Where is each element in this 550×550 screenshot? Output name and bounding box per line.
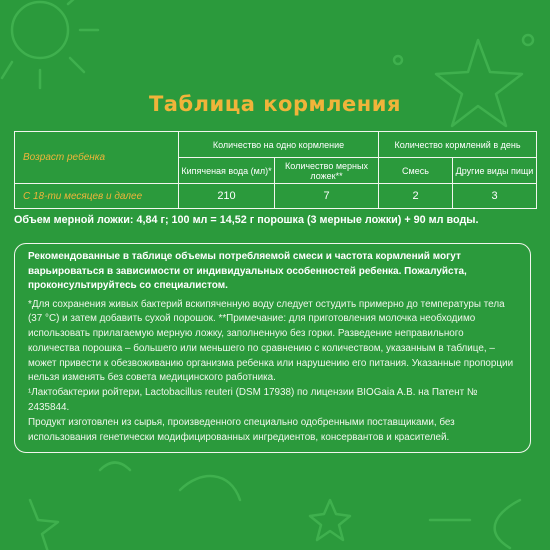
age-header: Возраст ребенка	[15, 132, 179, 184]
age-cell: С 18-ти месяцев и далее	[15, 184, 179, 209]
feeding-table	[14, 131, 537, 209]
measure-spoon-info: Объем мерной ложки: 4,84 г; 100 мл = 14,52 г порошка (3 мерные ложки) + 90 мл воды.	[14, 214, 479, 226]
formula-value: 2	[379, 184, 453, 209]
info-box	[14, 243, 531, 453]
per-day-header: Количество кормлений в день	[379, 132, 537, 158]
lactobacteria-note: ¹Лактобактерии ройтери, Lactobacillus reuteri (DSM 17938) по лицензии BIOGaia A.B. на Патент № 2435844.	[28, 387, 478, 414]
water-column-header: Кипяченая вода (мл)*	[179, 158, 275, 184]
other-food-column-header: Другие виды пищи	[453, 158, 537, 184]
formula-column-header: Смесь	[379, 158, 453, 184]
recommendation-text: Рекомендованные в таблице объемы потребляемой смеси и частота кормлений могут варьироваться в зависимости от индивидуальных особенностей ребенка. Пожалуйста, проконсультируйтесь со специалистом.	[28, 251, 467, 291]
per-feeding-header: Количество на одно кормление	[179, 132, 379, 158]
spoons-value: 7	[275, 184, 379, 209]
page-title: Таблица кормления	[148, 92, 401, 116]
product-note: Продукт изготовлен из сырья, произведенного специально одобренными поставщиками, без использования генетически модифицированных ингредиентов, консервантов и красителей.	[28, 416, 455, 443]
spoons-column-header: Количество мерных ложек**	[275, 158, 379, 184]
table-row	[15, 184, 537, 209]
preparation-note: *Для сохранения живых бактерий вскипяченную воду следует остудить примерно до температуры тела (37 °C) и затем добавить сухой порошок. **Примечание: для приготовления молочка необходимо использовать прилагаемую мерную ложку, заполненную без горки. Разведение неправильного количества порошка – большего или меньшего по сравнению с количеством, указанным в таблице, – может привести к обезвоживанию организма ребенка или нарушению его питания. Указанные пропорции нельзя изменять без совета медицинского работника.	[28, 298, 514, 384]
other-food-value: 3	[453, 184, 537, 209]
water-value: 210	[179, 184, 275, 209]
